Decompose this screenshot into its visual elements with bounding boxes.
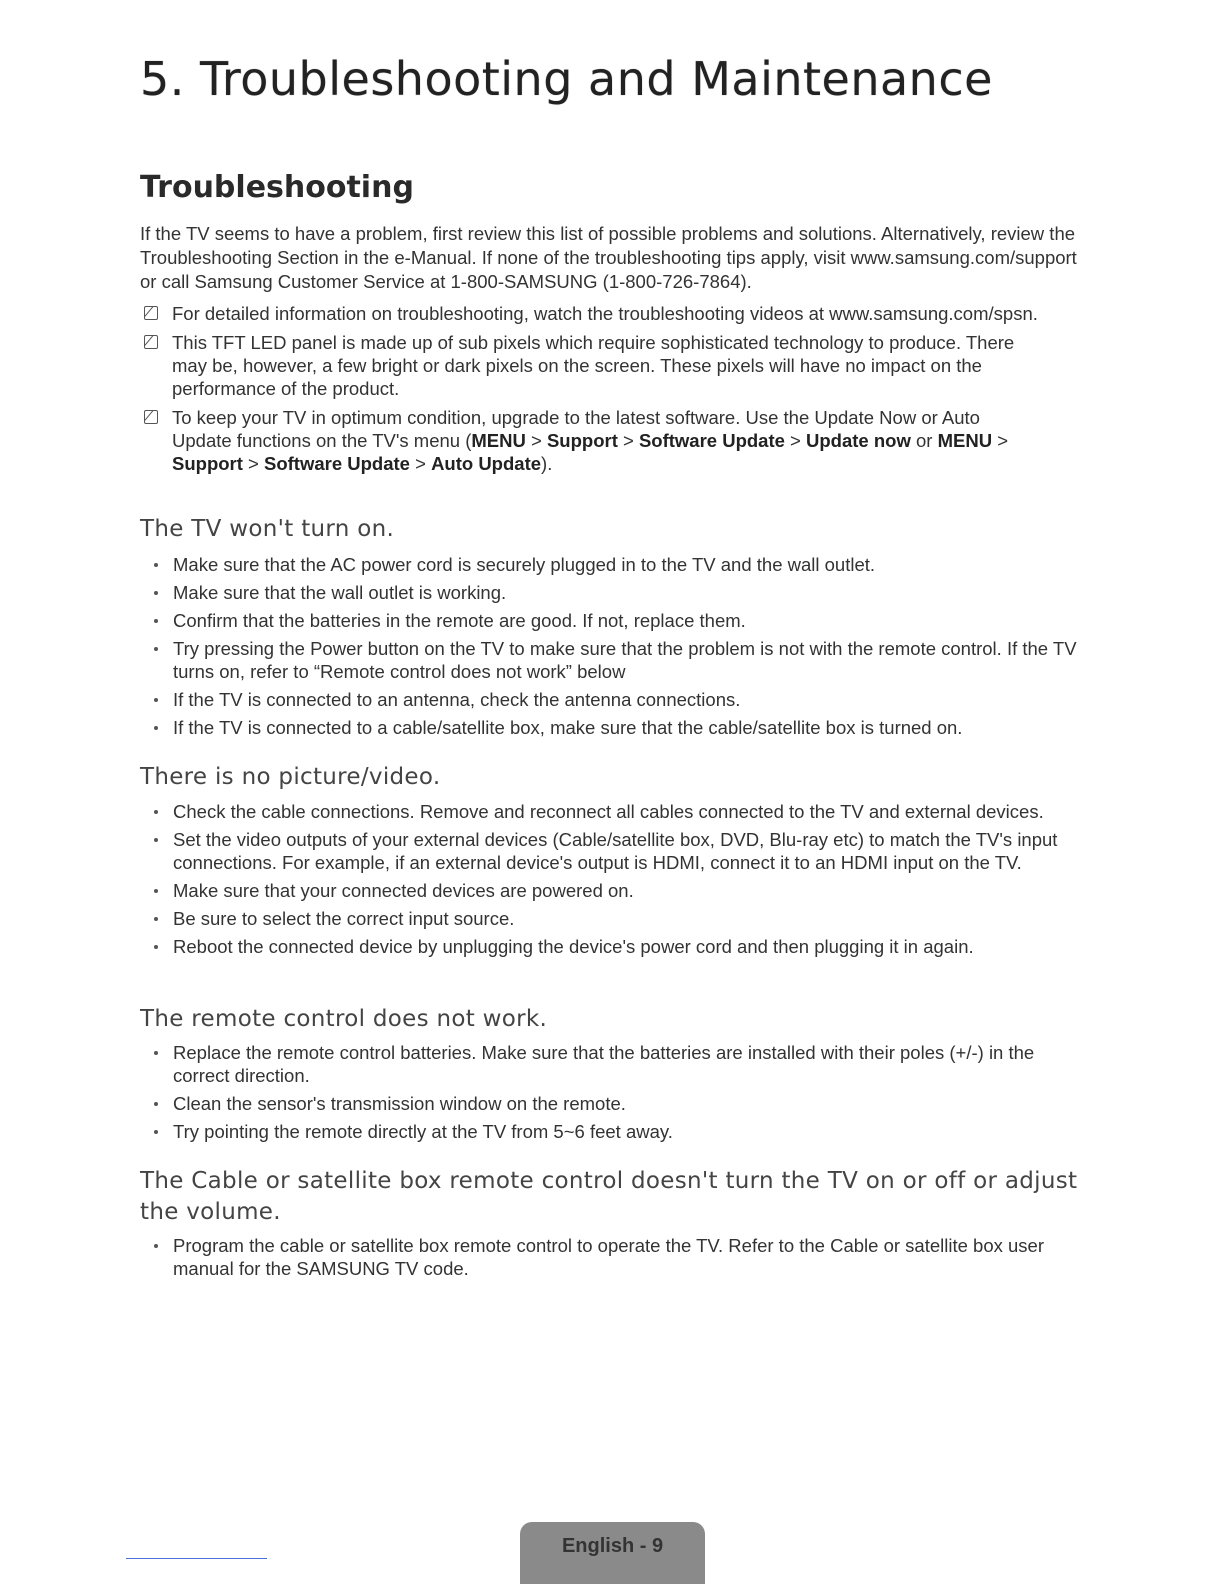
menu-path-item: MENU xyxy=(937,430,993,451)
problem-heading: The remote control does not work. xyxy=(140,1006,548,1032)
solution-item: Make sure that the AC power cord is securely plugged in to the TV and the wall outlet. xyxy=(140,553,1080,576)
menu-path-item: Support xyxy=(172,453,243,474)
solution-list xyxy=(140,1234,1080,1285)
menu-path-item: Update now xyxy=(806,430,911,451)
solution-item: Be sure to select the correct input source. xyxy=(140,907,1080,930)
menu-separator: > xyxy=(242,453,264,474)
note-text xyxy=(172,407,1008,474)
solution-item: Reboot the connected device by unplugging the device's power cord and then plugging it in again. xyxy=(140,935,1080,958)
menu-path-item: Auto Update xyxy=(431,453,542,474)
note-icon xyxy=(144,410,158,424)
footer-rule xyxy=(126,1558,267,1559)
solution-item: Clean the sensor's transmission window on the remote. xyxy=(140,1092,1080,1115)
problem-heading: The Cable or satellite box remote control doesn't turn the TV on or off or adjust the volume. xyxy=(140,1168,1078,1225)
note-item xyxy=(140,406,1040,475)
menu-separator: > xyxy=(992,430,1009,451)
solution-list xyxy=(140,800,1080,963)
intro-paragraph: If the TV seems to have a problem, first review this list of possible problems and solutions. Alternatively, review the Troubleshooting Section in the e-Manual. If none of the troubleshooting tips apply, visit www.samsung.com/support or call Samsung Customer Service at 1-800-SAMSUNG (1-800-726-7864). xyxy=(140,223,1077,292)
note-icon xyxy=(144,306,158,320)
menu-path-item: MENU xyxy=(471,430,526,451)
page-number-badge: English - 9 xyxy=(520,1522,705,1584)
problem-heading: The TV won't turn on. xyxy=(140,516,395,542)
note-text-part: or xyxy=(910,430,938,451)
menu-path-item: Software Update xyxy=(264,453,410,474)
note-item xyxy=(140,302,1040,325)
solution-item: Make sure that your connected devices are powered on. xyxy=(140,879,1080,902)
solution-item: Try pressing the Power button on the TV to make sure that the problem is not with the remote control. If the TV turns on, refer to “Remote control does not work” below xyxy=(140,637,1080,683)
note-item xyxy=(140,331,1040,400)
solution-item: Check the cable connections. Remove and reconnect all cables connected to the TV and external devices. xyxy=(140,800,1080,823)
solution-item: Program the cable or satellite box remote control to operate the TV. Refer to the Cable or satellite box user manual for the SAMSUNG TV code. xyxy=(140,1234,1080,1280)
section-title: Troubleshooting xyxy=(140,170,414,205)
note-text: For detailed information on troubleshooting, watch the troubleshooting videos at www.samsung.com/spsn. xyxy=(172,303,1038,324)
solution-item: Make sure that the wall outlet is working. xyxy=(140,581,1080,604)
note-text: This TFT LED panel is made up of sub pixels which require sophisticated technology to produce. There may be, however, a few bright or dark pixels on the screen. These pixels will have no impact on the performance of the product. xyxy=(172,332,1015,399)
solution-list xyxy=(140,1041,1080,1148)
menu-separator: > xyxy=(617,430,639,451)
solution-item: If the TV is connected to a cable/satellite box, make sure that the cable/satellite box is turned on. xyxy=(140,716,1080,739)
notes-list xyxy=(140,302,1040,481)
solution-item: Replace the remote control batteries. Make sure that the batteries are installed with their poles (+/-) in the correct direction. xyxy=(140,1041,1080,1087)
solution-item: Confirm that the batteries in the remote are good. If not, replace them. xyxy=(140,609,1080,632)
note-text-part: ). xyxy=(541,453,553,474)
menu-separator: > xyxy=(409,453,432,474)
chapter-title: 5. Troubleshooting and Maintenance xyxy=(140,52,993,106)
menu-path-item: Software Update xyxy=(638,430,785,451)
solution-item: Try pointing the remote directly at the TV from 5~6 feet away. xyxy=(140,1120,1080,1143)
note-icon xyxy=(144,335,158,349)
note-text-part: To keep your TV in optimum condition, upgrade to the latest software. Use the Update Now or Auto Update functions on the TV's menu ( xyxy=(172,407,980,451)
solution-item: If the TV is connected to an antenna, check the antenna connections. xyxy=(140,688,1080,711)
solution-list xyxy=(140,553,1080,744)
menu-separator: > xyxy=(525,430,547,451)
solution-item: Set the video outputs of your external devices (Cable/satellite box, DVD, Blu-ray etc) to match the TV's input connections. For example, if an external device's output is HDMI, connect it to an HDMI input on the TV. xyxy=(140,828,1080,874)
menu-separator: > xyxy=(784,430,807,451)
menu-path-item: Support xyxy=(546,430,618,451)
problem-heading: There is no picture/video. xyxy=(140,764,441,790)
